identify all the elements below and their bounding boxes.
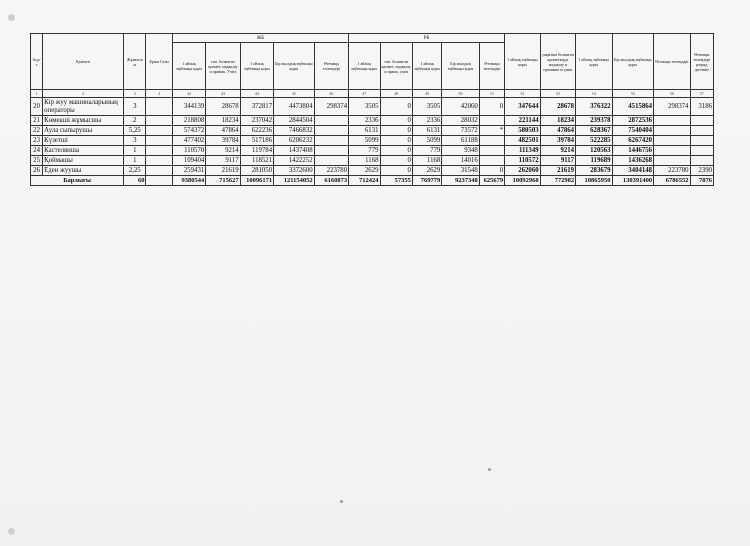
- value-cell: 6267420: [612, 136, 654, 146]
- header-group-republic-budget: РБ: [349, 34, 505, 43]
- header-col: Өтемақы төлемдері: [314, 43, 348, 90]
- value-cell: 2844504: [274, 116, 315, 126]
- value-cell: 0: [479, 98, 504, 116]
- value-cell: 0: [380, 126, 412, 136]
- row-number: 24: [31, 146, 43, 156]
- value-cell: 628367: [576, 126, 612, 136]
- value-cell: [479, 146, 504, 156]
- value-cell: 73572: [442, 126, 479, 136]
- value-cell: 4473804: [274, 98, 315, 116]
- value-cell: 482501: [505, 136, 540, 146]
- position-name: Кастелянша: [43, 146, 124, 156]
- row-number: 25: [31, 156, 43, 166]
- value-cell: 262060: [505, 166, 540, 176]
- value-cell: 18234: [540, 116, 575, 126]
- value-cell: 376322: [576, 98, 612, 116]
- value-cell: 0: [380, 136, 412, 146]
- total-value-cell: 712424: [349, 176, 380, 186]
- payroll-table: [30, 33, 714, 186]
- header-col: Бір жылдық еңбекақы қоры: [274, 43, 315, 90]
- value-cell: 1168: [349, 156, 380, 166]
- value-cell: 239378: [576, 116, 612, 126]
- value-cell: [654, 126, 690, 136]
- speck-mark: [340, 500, 343, 503]
- value-cell: 6206232: [274, 136, 315, 146]
- value-cell: 223780: [654, 166, 690, 176]
- header-staff: Жұмысш ы: [124, 34, 146, 90]
- value-cell: [654, 116, 690, 126]
- value-cell: 120563: [576, 146, 612, 156]
- value-cell: 9117: [540, 156, 575, 166]
- value-cell: 9348: [442, 146, 479, 156]
- value-cell: 0: [380, 116, 412, 126]
- value-cell: 28678: [540, 98, 575, 116]
- value-cell: 344139: [172, 98, 205, 116]
- value-cell: 2336: [349, 116, 380, 126]
- value-cell: 298374: [314, 98, 348, 116]
- value-cell: *: [479, 126, 504, 136]
- value-cell: [690, 126, 713, 136]
- total-value-cell: 772982: [540, 176, 575, 186]
- total-value-cell: 10865950: [576, 176, 612, 186]
- header-col: Бір жылдық еңбекақы қоры: [442, 43, 479, 90]
- row-number: 21: [31, 116, 43, 126]
- column-number-cell: 48: [380, 90, 412, 98]
- punch-hole-mark: [8, 14, 15, 21]
- value-cell: [314, 156, 348, 166]
- staff-count: 1: [124, 146, 146, 156]
- column-number-cell: 47: [349, 90, 380, 98]
- value-cell: 9214: [206, 146, 240, 156]
- header-col: 1 айлық еңбекақы қоры: [576, 34, 612, 90]
- value-cell: 4515864: [612, 98, 654, 116]
- value-cell: 28032: [442, 116, 479, 126]
- total-value-cell: 625679: [479, 176, 504, 186]
- staff-count: 2,25: [124, 166, 146, 176]
- value-cell: 237042: [240, 116, 273, 126]
- value-cell: 283679: [576, 166, 612, 176]
- column-number-cell: 2: [43, 90, 124, 98]
- value-cell: 118521: [240, 156, 273, 166]
- value-cell: 7540404: [612, 126, 654, 136]
- value-cell: 1436268: [612, 156, 654, 166]
- column-number-cell: 42: [172, 90, 205, 98]
- header-col: 1 айлық еңбекақы қоры: [240, 43, 273, 90]
- value-cell: 110572: [505, 156, 540, 166]
- total-value-cell: 9237348: [442, 176, 479, 186]
- value-cell: 223780: [314, 166, 348, 176]
- header-no: № р/т: [31, 34, 43, 90]
- header-col: 1 айлық еңбекақы қоры: [349, 43, 380, 90]
- rate-cell: [146, 116, 172, 126]
- staff-count: 3: [124, 98, 146, 116]
- header-col: 1 айлық еңбекақы қоры: [412, 43, 441, 90]
- total-rate-cell: [146, 176, 172, 186]
- value-cell: 14016: [442, 156, 479, 166]
- total-label: Барлығы: [31, 176, 124, 186]
- column-number-cell: 3: [124, 90, 146, 98]
- value-cell: [479, 156, 504, 166]
- total-value-cell: 769779: [412, 176, 441, 186]
- value-cell: 372817: [240, 98, 273, 116]
- column-number-cell: 1: [31, 90, 43, 98]
- value-cell: 259431: [172, 166, 205, 176]
- value-cell: 1446756: [612, 146, 654, 156]
- value-cell: [690, 156, 713, 166]
- value-cell: [479, 116, 504, 126]
- header-col: ған. болмаған қызмет. мадақтау и примак. Учіға: [206, 43, 240, 90]
- column-number-cell: 51: [479, 90, 504, 98]
- value-cell: 21619: [206, 166, 240, 176]
- value-cell: 0: [380, 156, 412, 166]
- column-number-cell: 55: [612, 90, 654, 98]
- value-cell: 3186: [690, 98, 713, 116]
- column-number-cell: 45: [274, 90, 315, 98]
- value-cell: [690, 136, 713, 146]
- total-value-cell: 715627: [206, 176, 240, 186]
- value-cell: [314, 116, 348, 126]
- table-row: [31, 136, 714, 146]
- total-staff: 60: [124, 176, 146, 186]
- header-col: Өтемақы төлемдері: [479, 43, 504, 90]
- value-cell: 281050: [240, 166, 273, 176]
- value-cell: 0: [380, 166, 412, 176]
- position-name: Аула сыпырушы: [43, 126, 124, 136]
- value-cell: 110570: [172, 146, 205, 156]
- column-number-cell: 44: [240, 90, 273, 98]
- column-number-cell: 46: [314, 90, 348, 98]
- value-cell: 298374: [654, 98, 690, 116]
- position-name: Еден жуушы: [43, 166, 124, 176]
- value-cell: 5099: [349, 136, 380, 146]
- rate-cell: [146, 126, 172, 136]
- value-cell: 3505: [349, 98, 380, 116]
- total-value-cell: 10096171: [240, 176, 273, 186]
- header-col: 1 айлық еңбекақы қоры: [172, 43, 205, 90]
- value-cell: 779: [412, 146, 441, 156]
- table-row: [31, 126, 714, 136]
- column-number-cell: 4: [146, 90, 172, 98]
- value-cell: 2629: [349, 166, 380, 176]
- position-name: Көмекші жұмысшы: [43, 116, 124, 126]
- speck-mark: [488, 468, 491, 471]
- row-number: 23: [31, 136, 43, 146]
- value-cell: 47864: [540, 126, 575, 136]
- value-cell: 1168: [412, 156, 441, 166]
- value-cell: 218808: [172, 116, 205, 126]
- column-number-cell: 49: [412, 90, 441, 98]
- total-value-cell: 130391400: [612, 176, 654, 186]
- staff-count: 5,25: [124, 126, 146, 136]
- value-cell: 2390: [690, 166, 713, 176]
- column-number-cell: 54: [576, 90, 612, 98]
- header-rate: Бұым Саты: [146, 34, 172, 90]
- total-value-cell: 6160873: [314, 176, 348, 186]
- value-cell: 779: [349, 146, 380, 156]
- table-row: [31, 146, 714, 156]
- table-row: [31, 98, 714, 116]
- table-body: [31, 90, 714, 186]
- value-cell: 39784: [540, 136, 575, 146]
- rate-cell: [146, 156, 172, 166]
- value-cell: [690, 146, 713, 156]
- value-cell: 2336: [412, 116, 441, 126]
- value-cell: [314, 146, 348, 156]
- header-col: Өтемақы төлемдері разряд дегеніне: [690, 34, 713, 90]
- total-value-cell: 10092968: [505, 176, 540, 186]
- total-value-cell: 121154052: [274, 176, 315, 186]
- row-number: 26: [31, 166, 43, 176]
- value-cell: 1422252: [274, 156, 315, 166]
- value-cell: 522285: [576, 136, 612, 146]
- value-cell: 0: [479, 166, 504, 176]
- value-cell: [479, 136, 504, 146]
- value-cell: 580503: [505, 126, 540, 136]
- rate-cell: [146, 136, 172, 146]
- table-row: [31, 166, 714, 176]
- value-cell: 221144: [505, 116, 540, 126]
- value-cell: 42060: [442, 98, 479, 116]
- table-row: [31, 116, 714, 126]
- value-cell: 517186: [240, 136, 273, 146]
- value-cell: 6131: [412, 126, 441, 136]
- value-cell: [690, 116, 713, 126]
- staff-count: 3: [124, 136, 146, 146]
- value-cell: 477402: [172, 136, 205, 146]
- value-cell: 47864: [206, 126, 240, 136]
- value-cell: 7466832: [274, 126, 315, 136]
- value-cell: 5099: [412, 136, 441, 146]
- staff-count: 2: [124, 116, 146, 126]
- column-number-row: [31, 90, 714, 98]
- header-col: 1 айлық еңбекақы қоры: [505, 34, 540, 90]
- value-cell: 0: [380, 98, 412, 116]
- position-name: Кір жуу машиналарының операторы: [43, 98, 124, 116]
- value-cell: 2629: [412, 166, 441, 176]
- column-number-cell: 52: [505, 90, 540, 98]
- value-cell: 109404: [172, 156, 205, 166]
- column-number-cell: 50: [442, 90, 479, 98]
- header-col: ған. болмаған қызмет. мадақтау и прама. ушін: [380, 43, 412, 90]
- punch-hole-mark: [8, 528, 15, 535]
- column-number-cell: 53: [540, 90, 575, 98]
- table-row: [31, 156, 714, 166]
- value-cell: [314, 126, 348, 136]
- header-group-local-budget: ЖБ: [172, 34, 348, 43]
- value-cell: [314, 136, 348, 146]
- value-cell: 28678: [206, 98, 240, 116]
- column-number-cell: 56: [654, 90, 690, 98]
- position-name: Қоймашы: [43, 156, 124, 166]
- rate-cell: [146, 98, 172, 116]
- value-cell: 111349: [505, 146, 540, 156]
- total-value-cell: 57355: [380, 176, 412, 186]
- total-row: [31, 176, 714, 186]
- total-value-cell: 6786552: [654, 176, 690, 186]
- value-cell: 3505: [412, 98, 441, 116]
- total-value-cell: 7876: [690, 176, 713, 186]
- value-cell: 3404148: [612, 166, 654, 176]
- value-cell: 3372600: [274, 166, 315, 176]
- value-cell: 0: [380, 146, 412, 156]
- value-cell: 119689: [576, 156, 612, 166]
- value-cell: 9214: [540, 146, 575, 156]
- header-col: Өтемақы төлемдері: [654, 34, 690, 90]
- header-col: Бір жылдық еңбекақы қоры: [612, 34, 654, 90]
- value-cell: 119784: [240, 146, 273, 156]
- rate-cell: [146, 146, 172, 156]
- value-cell: [654, 146, 690, 156]
- value-cell: 21619: [540, 166, 575, 176]
- value-cell: 2872536: [612, 116, 654, 126]
- column-number-cell: 43: [206, 90, 240, 98]
- header-col: уақытша болмаған қызметкерді мадақтау и премияға ы үшін: [540, 34, 575, 90]
- value-cell: 574372: [172, 126, 205, 136]
- rate-cell: [146, 166, 172, 176]
- value-cell: 18234: [206, 116, 240, 126]
- value-cell: [654, 136, 690, 146]
- value-cell: 31548: [442, 166, 479, 176]
- value-cell: 622236: [240, 126, 273, 136]
- header-position: Қызметі: [43, 34, 124, 90]
- value-cell: [654, 156, 690, 166]
- row-number: 22: [31, 126, 43, 136]
- value-cell: 347644: [505, 98, 540, 116]
- row-number: 20: [31, 98, 43, 116]
- column-number-cell: 57: [690, 90, 713, 98]
- value-cell: 6131: [349, 126, 380, 136]
- value-cell: 61188: [442, 136, 479, 146]
- value-cell: 1437408: [274, 146, 315, 156]
- value-cell: 9117: [206, 156, 240, 166]
- staff-count: 1: [124, 156, 146, 166]
- value-cell: 39784: [206, 136, 240, 146]
- position-name: Күзетші: [43, 136, 124, 146]
- total-value-cell: 9380544: [172, 176, 205, 186]
